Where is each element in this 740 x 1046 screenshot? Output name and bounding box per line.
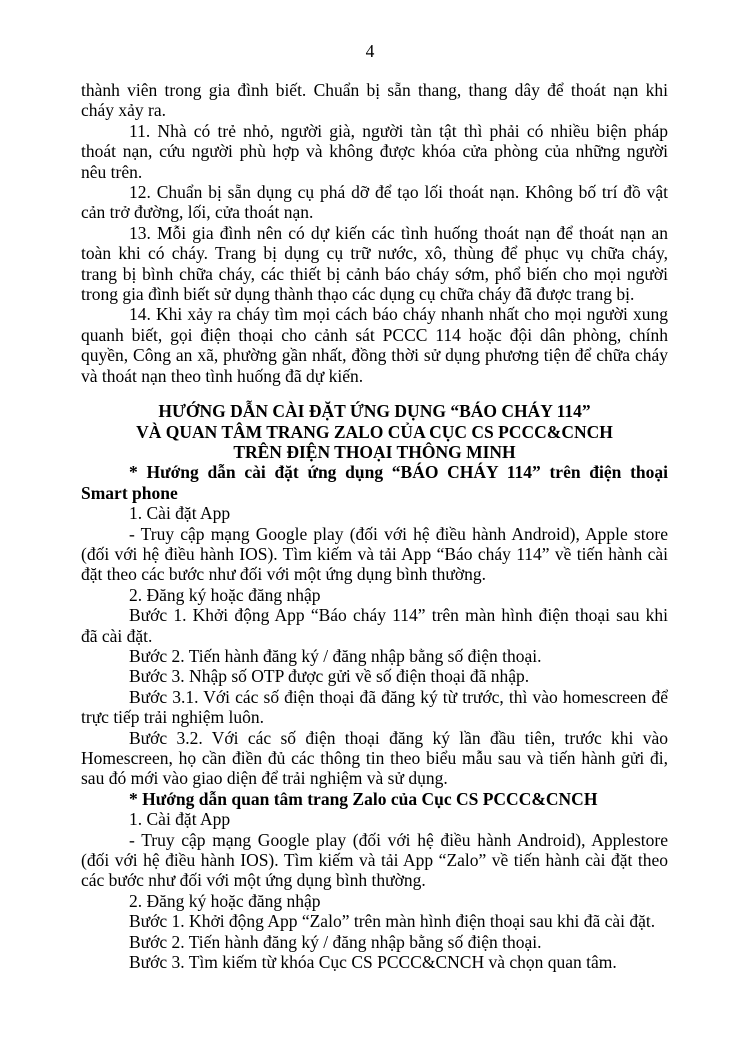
- paragraph: [81, 646, 668, 666]
- text-line: * Hướng dẫn quan tâm trang Zalo của Cục CS PCCC&CNCH: [129, 788, 598, 809]
- text-line: cháy xảy ra.: [81, 100, 167, 121]
- paragraph: [81, 223, 668, 305]
- text-line: trong gia đình biết sử dụng thành thạo các dụng cụ chữa cháy đã được trang bị.: [81, 284, 635, 305]
- text-line: * Hướng dẫn cài đặt ứng dụng “BÁO CHÁY 114” trên điện thoại: [129, 462, 668, 483]
- text-line: - Truy cập mạng Google play (đối với hệ điều hành Android), Apple store: [129, 523, 668, 544]
- paragraph: [81, 503, 668, 523]
- text-line: quanh biết, gọi điện thoại cho cảnh sát PCCC 114 hoặc đội dân phòng, chính: [81, 324, 668, 345]
- text-line: và thoát nạn theo tình huống đã dự kiến.: [81, 365, 364, 386]
- text-line: 2. Đăng ký hoặc đăng nhập: [129, 584, 321, 605]
- text-line: Bước 3.2. Với các số điện thoại đăng ký lần đầu tiên, trước khi vào: [129, 727, 668, 748]
- text-line: Homescreen, họ cần điền đủ các thông tin theo biểu mẫu sau và tiến hành gửi đi,: [81, 748, 668, 768]
- text-line: 11. Nhà có trẻ nhỏ, người già, người tàn tật thì phải có nhiều biện pháp: [129, 120, 668, 141]
- text-line: quyền, Công an xã, phường gần nhất, đồng thời sử dụng phương tiện để chữa cháy: [81, 345, 668, 366]
- text-line: Bước 3.1. Với các số điện thoại đã đăng ký từ trước, thì vào homescreen để: [129, 686, 668, 707]
- paragraph: [81, 666, 668, 686]
- paragraph: [81, 728, 668, 789]
- text-line: 2. Đăng ký hoặc đăng nhập: [129, 890, 321, 911]
- text-line: Bước 1. Khởi động App “Zalo” trên màn hình điện thoại sau khi đã cài đặt.: [129, 911, 656, 932]
- text-line: các bước như đối với một ứng dụng bình thường.: [81, 870, 426, 891]
- document-body: [81, 80, 668, 972]
- text-line: sau đó mới vào giao diện để trải nghiệm và sử dụng.: [81, 768, 448, 789]
- page-number: 4: [365, 41, 375, 61]
- paragraph: [81, 80, 668, 121]
- text-line: Bước 2. Tiến hành đăng ký / đăng nhập bằng số điện thoại.: [129, 645, 542, 666]
- paragraph: [81, 809, 668, 829]
- paragraph: [81, 952, 668, 972]
- text-line: 14. Khi xảy ra cháy tìm mọi cách báo cháy nhanh nhất cho mọi người xung: [129, 304, 668, 325]
- paragraph: [81, 911, 668, 931]
- paragraph: [81, 932, 668, 952]
- paragraph: [81, 687, 668, 728]
- text-line: trang bị bình chữa cháy, các thiết bị cảnh báo cháy sớm, phổ biến cho mọi người: [81, 263, 668, 284]
- paragraph: [81, 304, 668, 386]
- text-line: thành viên trong gia đình biết. Chuẩn bị sẵn thang, thang dây để thoát nạn khi: [81, 80, 668, 100]
- text-line: (đối với hệ điều hành IOS). Tìm kiếm và tải App “Zalo” về tiến hành cài đặt theo: [81, 850, 668, 871]
- paragraph: [81, 830, 668, 891]
- text-line: đặt theo các bước như đối với một ứng dụng bình thường.: [81, 564, 486, 585]
- paragraph: [81, 789, 668, 809]
- text-line: Bước 3. Tìm kiếm từ khóa Cục CS PCCC&CNCH và chọn quan tâm.: [129, 952, 617, 973]
- paragraph: [81, 121, 668, 182]
- text-line: trực tiếp trải nghiệm luôn.: [81, 707, 264, 728]
- text-line: nêu trên.: [81, 161, 143, 182]
- text-line: VÀ QUAN TÂM TRANG ZALO CỦA CỤC CS PCCC&CNCH: [136, 421, 613, 442]
- paragraph: [81, 524, 668, 585]
- section-heading: [81, 401, 668, 462]
- text-line: (đối với hệ điều hành IOS). Tìm kiếm và tải App “Báo cháy 114” về tiến hành cài: [81, 543, 668, 564]
- paragraph: [81, 462, 668, 503]
- text-line: HƯỚNG DẪN CÀI ĐẶT ỨNG DỤNG “BÁO CHÁY 114”: [158, 401, 591, 422]
- text-line: 12. Chuẩn bị sẵn dụng cụ phá dỡ để tạo lối thoát nạn. Không bố trí đồ vật: [129, 182, 668, 203]
- text-line: 1. Cài đặt App: [129, 503, 231, 524]
- paragraph: [81, 605, 668, 646]
- text-line: 1. Cài đặt App: [129, 809, 231, 830]
- text-line: Bước 3. Nhập số OTP được gửi về số điện thoại đã nhập.: [129, 666, 530, 687]
- text-line: Smart phone: [81, 482, 178, 503]
- text-line: toàn khi có cháy. Trang bị dụng cụ trữ nước, xô, thùng để phục vụ chữa cháy,: [81, 243, 668, 264]
- paragraph: [81, 585, 668, 605]
- text-line: 13. Mỗi gia đình nên có dự kiến các tình huống thoát nạn để thoát nạn an: [129, 222, 668, 243]
- text-line: TRÊN ĐIỆN THOẠI THÔNG MINH: [233, 441, 516, 462]
- text-line: - Truy cập mạng Google play (đối với hệ điều hành Android), Applestore: [129, 829, 668, 850]
- text-line: Bước 1. Khởi động App “Báo cháy 114” trên màn hình điện thoại sau khi: [129, 605, 668, 626]
- text-line: cản trở đường, lối, cửa thoát nạn.: [81, 202, 314, 223]
- text-line: thoát nạn, cứu người phù hợp và không được khóa cửa phòng của những người: [81, 141, 668, 162]
- paragraph: [81, 182, 668, 223]
- text-line: đã cài đặt.: [81, 625, 153, 646]
- text-line: Bước 2. Tiến hành đăng ký / đăng nhập bằng số điện thoại.: [129, 931, 542, 952]
- paragraph: [81, 891, 668, 911]
